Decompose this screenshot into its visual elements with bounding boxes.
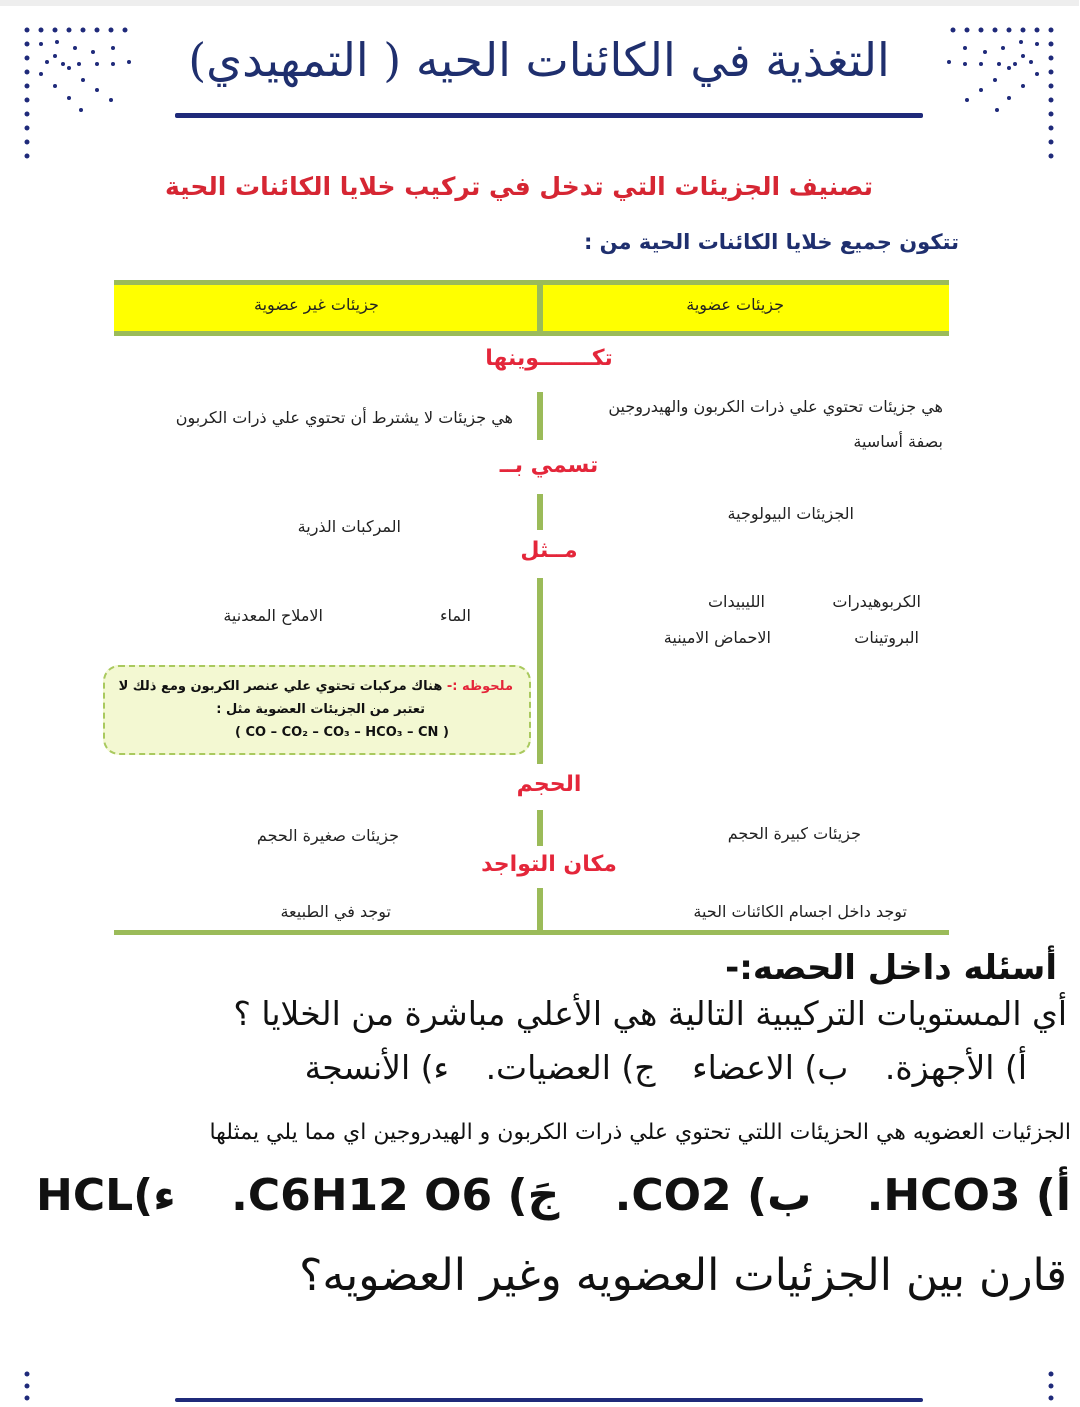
organic-example-proteins: البروتينات	[855, 628, 920, 647]
divider-location	[538, 888, 544, 932]
divider-called	[538, 494, 544, 530]
note-formulas: ( CO – CO₂ – CO₃ – HCO₃ – CN )	[236, 725, 450, 740]
question-2-text: الجزئيات العضويه هي الحزيئات اللتي تحتوي علي ذرات الكربون و الهيدروجين اي مما يلي يمثلها	[210, 1120, 1072, 1145]
q2-option-d: ء)HCL	[37, 1170, 177, 1221]
section-composition: تكـــــــوينها	[420, 346, 680, 371]
inorganic-location: توجد في الطبيعة	[281, 902, 392, 921]
bottom-rule	[176, 1398, 924, 1402]
question-3-text: قارن بين الجزئيات العضويه وغير العضويه؟	[300, 1250, 1068, 1301]
question-1-text: أي المستويات التركيبية التالية هي الأعلي مباشرة من الخلايا ؟	[234, 994, 1068, 1033]
section-location: مكان التواجد	[420, 852, 680, 877]
bottom-right-dots	[1046, 1370, 1060, 1404]
col-head-inorganic: جزيئات غير عضوية	[255, 295, 380, 314]
header-divider	[538, 285, 544, 331]
top-strip	[0, 0, 1080, 6]
note-line1	[120, 679, 514, 694]
inorganic-composition: هي جزيئات لا يشترط أن تحتوي علي ذرات الكربون	[176, 408, 514, 427]
section-called: تسمي بــ	[420, 453, 680, 478]
section-subtitle: تصنيف الجزيئات التي تدخل في تركيب خلايا الكائنات الحية	[166, 172, 874, 201]
title-underline	[176, 113, 924, 118]
note-line1-text: هناك مركبات تحتوي علي عنصر الكربون ومع ذلك لا	[119, 679, 444, 694]
questions-heading: أسئله داخل الحصه:-	[726, 948, 1058, 988]
col-head-organic: جزيئات عضوية	[687, 295, 785, 314]
inorganic-example-water: الماء	[441, 606, 472, 625]
bottom-left-dots	[22, 1370, 36, 1404]
page-title: التغذية في الكائنات الحيه ( التمهيدي)	[189, 33, 891, 87]
q2-option-a: أ) HCO3.	[867, 1170, 1072, 1221]
organic-called: الجزيئات البيولوجية	[728, 504, 855, 523]
q1-option-d: ء) الأنسجة	[305, 1048, 451, 1087]
inorganic-called: المركبات الذرية	[298, 517, 402, 536]
q1-option-b: ب) الاعضاء	[693, 1048, 850, 1087]
divider-examples	[538, 578, 544, 764]
table-header-band	[115, 280, 950, 336]
divider-composition	[538, 392, 544, 440]
question-1-options	[280, 1048, 1028, 1087]
divider-size	[538, 810, 544, 846]
organic-example-lipids: الليبيدات	[708, 592, 766, 611]
organic-composition-line1: هي جزيئات تحتوي علي ذرات الكربون والهيدروجين	[609, 397, 944, 416]
note-line2: تعتبر من الجزيئات العضوية مثل :	[217, 702, 426, 717]
inorganic-size: جزيئات صغيرة الحجم	[257, 826, 400, 845]
table-bottom-border	[115, 930, 950, 935]
q1-option-c: ج) العضيات.	[486, 1048, 657, 1087]
note-box	[104, 665, 532, 755]
q2-option-b: ب) CO2.	[615, 1170, 813, 1221]
organic-composition-line2: بصفة أساسية	[854, 432, 944, 451]
note-label: ملحوظه :-	[447, 679, 514, 694]
organic-example-amino-acids: الاحماض الامينية	[664, 628, 772, 647]
organic-example-carbohydrates: الكربوهيدرات	[833, 592, 922, 611]
question-2-options	[0, 1170, 1072, 1221]
organic-location: توجد داخل اجسام الكائنات الحية	[694, 902, 908, 921]
section-size: الحجم	[420, 772, 680, 797]
q2-option-c: جَ) C6H12 O6.	[232, 1170, 561, 1221]
q1-option-a: أ) الأجهزة.	[885, 1048, 1028, 1087]
organic-size: جزيئات كبيرة الحجم	[728, 824, 862, 843]
inorganic-example-salts: الاملاح المعدنية	[224, 606, 324, 625]
intro-text: تتكون جميع خلايا الكائنات الحية من :	[584, 230, 960, 254]
section-example: مــثل	[420, 538, 680, 563]
